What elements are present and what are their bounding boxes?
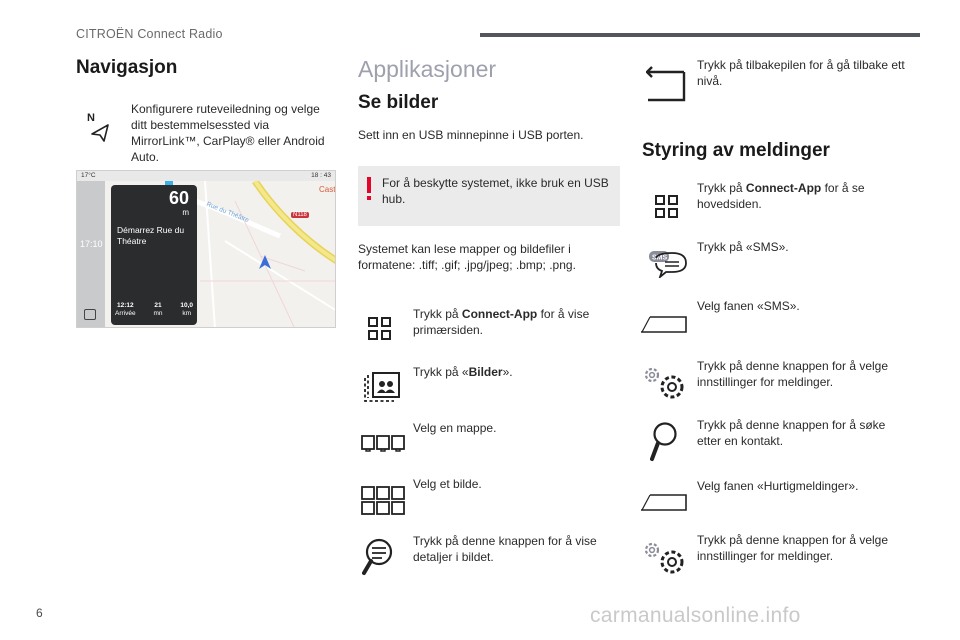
svg-text:SMS: SMS xyxy=(652,254,668,262)
km-label: km xyxy=(182,310,191,317)
right-step-6: Velg fanen «Hurtigmeldinger». xyxy=(697,479,859,493)
photos-icon xyxy=(364,372,400,402)
image-details-icon xyxy=(362,538,394,578)
middle-step-1: Trykk på Connect-App for å vise primærsiden. xyxy=(413,307,590,337)
warning-text: For å beskytte systemet, ikke bruk en USB hub. xyxy=(382,176,609,206)
usb-intro: Sett inn en USB minnepinne i USB porten. xyxy=(358,128,584,142)
view-photos-heading: Se bilder xyxy=(358,92,439,113)
header-rule xyxy=(480,33,920,37)
manual-header-title: CITROËN Connect Radio xyxy=(76,27,223,41)
warning-mark-dot xyxy=(367,196,371,200)
tab-icon xyxy=(640,314,690,334)
right-step-5: Trykk på denne knappen for å søke etter en kontakt. xyxy=(697,418,886,448)
clock: 18 : 43 xyxy=(311,172,331,179)
home-icon[interactable] xyxy=(84,309,96,320)
right-step-3: Velg fanen «SMS». xyxy=(697,299,800,313)
map-street-label: Rue du Théâtre xyxy=(205,200,250,225)
km-value: 10,0 xyxy=(180,302,193,309)
folder-row-icon xyxy=(361,434,405,452)
middle-step-2: Trykk på «Bilder». xyxy=(413,365,513,379)
sms-icon xyxy=(648,250,688,278)
settings-gears-icon xyxy=(642,540,688,576)
status-bar xyxy=(77,171,336,181)
arrival-label: Arrivée xyxy=(115,310,136,317)
road-badge: N118 xyxy=(293,212,307,218)
navigation-description: Konfigurere ruteveiledning og velge ditt bestemmelsessted via MirrorLink™, CarPlay® eller Android Auto. xyxy=(131,102,325,164)
side-dock xyxy=(77,181,105,328)
temperature: 17°C xyxy=(81,172,96,179)
tab-icon xyxy=(640,492,690,512)
connect-app-grid-icon xyxy=(368,317,392,341)
applications-section-title: Applikasjoner xyxy=(358,56,497,82)
distance-unit: m xyxy=(182,208,189,217)
watermark: carmanualsonline.info xyxy=(590,604,801,627)
next-street: Démarrez Rue du Théatre xyxy=(117,225,185,246)
trip-stats xyxy=(115,302,193,318)
map-place-label: Cast xyxy=(319,185,336,194)
compass-letter: N xyxy=(87,112,95,124)
connect-app-grid-icon xyxy=(655,195,679,219)
message-management-heading: Styring av meldinger xyxy=(642,140,830,161)
back-arrow-icon xyxy=(646,64,686,102)
middle-step-5: Trykk på denne knappen for å vise detaljer i bildet. xyxy=(413,534,597,564)
minutes-value: 21 xyxy=(154,302,162,309)
arrival-value: 12:12 xyxy=(116,302,134,309)
middle-step-3: Velg en mappe. xyxy=(413,421,497,435)
right-step-7: Trykk på denne knappen for å velge innstillinger for meldinger. xyxy=(697,533,889,563)
warning-mark-icon xyxy=(367,177,371,193)
navigation-heading: Navigasjon xyxy=(76,57,178,78)
right-step-1: Trykk på Connect-App for å se hovedsiden. xyxy=(697,181,865,211)
next-turn-distance: 60 xyxy=(168,188,189,208)
warning-box xyxy=(358,166,620,226)
back-instruction: Trykk på tilbakepilen for å gå tilbake ett nivå. xyxy=(697,58,905,88)
carplay-navigation-screenshot xyxy=(76,170,336,328)
page-number: 6 xyxy=(36,606,43,620)
settings-gears-icon xyxy=(642,365,688,401)
minutes-label: mn xyxy=(153,310,163,317)
side-time: 17:10 xyxy=(80,239,103,249)
middle-step-4: Velg et bilde. xyxy=(413,477,482,491)
right-step-4: Trykk på denne knappen for å velge innstillinger for meldinger. xyxy=(697,359,889,389)
image-grid-icon xyxy=(361,486,405,516)
right-step-2: Trykk på «SMS». xyxy=(697,240,789,254)
navigation-compass-icon xyxy=(86,110,112,142)
search-icon xyxy=(650,422,678,464)
supported-formats: Systemet kan lese mapper og bildefiler i formatene: .tiff; .gif; .jpg/jpeg; .bmp; .png. xyxy=(358,242,576,272)
guidance-card xyxy=(111,185,197,325)
